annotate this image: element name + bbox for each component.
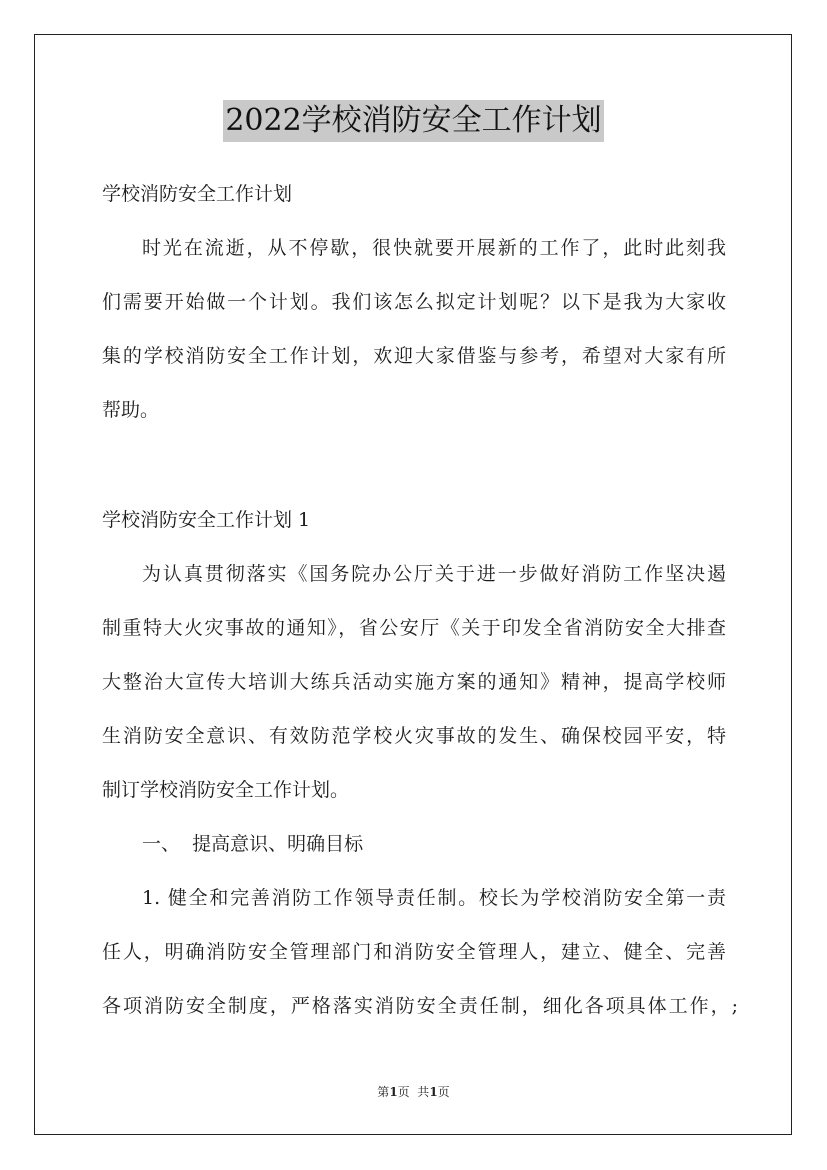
intro-line-4: 帮助。 — [102, 399, 160, 421]
page-footer — [0, 1084, 827, 1100]
plan1-line-3: 大整治大宣传大培训大练兵活动实施方案的通知》精神，提高学校师 — [102, 671, 726, 693]
heading-intro: 学校消防安全工作计划 — [102, 183, 293, 205]
document-title: 2022学校消防安全工作计划 — [223, 100, 603, 142]
footer-prefix: 第 — [377, 1085, 390, 1099]
plan1-line-5: 制订学校消防安全工作计划。 — [102, 779, 350, 801]
footer-mid: 页 共 — [397, 1085, 430, 1099]
item1-line-2: 任人，明确消防安全管理部门和消防安全管理人，建立、健全、完善 — [102, 941, 726, 963]
item1-line-3: 各项消防安全制度，严格落实消防安全责任制，细化各项具体工作，; — [102, 995, 738, 1017]
plan1-line-1: 为认真贯彻落实《国务院办公厅关于进一步做好消防工作坚决遏 — [142, 563, 726, 585]
heading-plan-1: 学校消防安全工作计划 1 — [102, 509, 311, 531]
intro-line-2: 们需要开始做一个计划。我们该怎么拟定计划呢？以下是我为大家收 — [102, 291, 726, 313]
intro-line-3: 集的学校消防安全工作计划，欢迎大家借鉴与参考，希望对大家有所 — [102, 345, 726, 367]
plan1-line-4: 生消防安全意识、有效防范学校火灾事故的发生、确保校园平安，特 — [102, 725, 726, 747]
item1-line-1: 1. 健全和完善消防工作领导责任制。校长为学校消防安全第一责 — [142, 887, 726, 909]
intro-line-1: 时光在流逝，从不停歇，很快就要开展新的工作了，此时此刻我 — [142, 237, 726, 259]
footer-suffix: 页 — [437, 1085, 450, 1099]
title-container — [0, 100, 827, 142]
footer-current-page: 1 — [389, 1085, 398, 1099]
footer-total-pages: 1 — [429, 1085, 438, 1099]
plan1-line-2: 制重特大火灾事故的通知》，省公安厅《关于印发全省消防安全大排查 — [102, 617, 726, 639]
section-heading-1: 一、 提高意识、明确目标 — [142, 833, 364, 855]
